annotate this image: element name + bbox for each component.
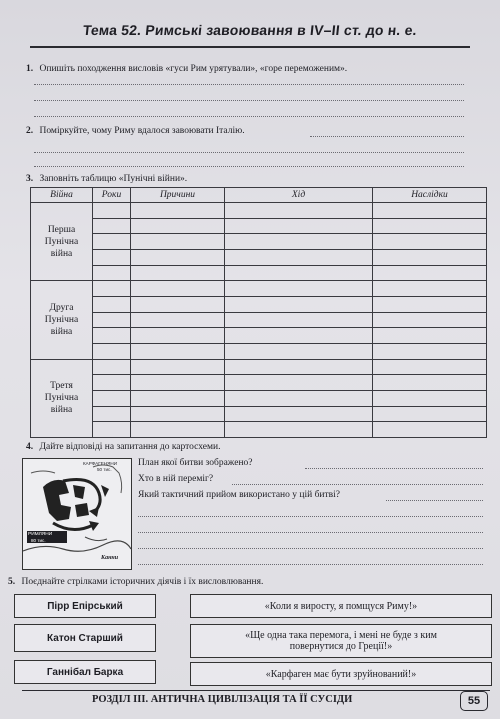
table-cell[interactable] <box>131 312 225 328</box>
table-row <box>31 297 487 313</box>
table-cell[interactable] <box>373 297 487 313</box>
table-cell[interactable] <box>373 328 487 344</box>
table-cell[interactable] <box>93 265 131 281</box>
table-cell[interactable] <box>225 250 373 266</box>
war-name-line: Друга <box>49 302 74 313</box>
table-cell[interactable] <box>225 297 373 313</box>
table-cell[interactable] <box>93 250 131 266</box>
map-label-romans: РИМЛЯНИ <box>28 532 53 537</box>
table-cell[interactable] <box>131 375 225 391</box>
war-name-cell <box>31 359 93 437</box>
table-row <box>31 218 487 234</box>
task-number: 5. <box>8 577 16 587</box>
quote-box-1[interactable]: «Коли я виросту, я помщуся Риму!» <box>190 594 492 618</box>
table-cell[interactable] <box>131 406 225 422</box>
map-label-carthaginians: КАРФАГЕНЯНИ <box>83 461 118 466</box>
topic-title: Тема 52. Римські завоювання в IV–II ст. до н. е. <box>82 22 418 38</box>
map-label-romans-count: 80 тис. <box>31 538 46 543</box>
question-2: Хто в ній переміг? <box>138 474 214 484</box>
task-text: Опишіть походження висловів «гуси Рим урятували», «горе переможеним». <box>39 64 348 74</box>
answer-line[interactable] <box>138 532 483 533</box>
answer-line[interactable] <box>34 152 464 153</box>
table-cell[interactable] <box>131 234 225 250</box>
war-name-line: Пунічна <box>44 393 79 404</box>
table-cell[interactable] <box>225 422 373 438</box>
table-cell[interactable] <box>225 390 373 406</box>
table-cell[interactable] <box>93 203 131 219</box>
table-cell[interactable] <box>93 406 131 422</box>
table-cell[interactable] <box>93 281 131 297</box>
question-3: Який тактичний прийом використано у цій битві? <box>138 490 340 500</box>
table-cell[interactable] <box>373 203 487 219</box>
table-cell[interactable] <box>225 281 373 297</box>
table-cell[interactable] <box>373 390 487 406</box>
table-row <box>31 312 487 328</box>
table-cell[interactable] <box>131 281 225 297</box>
table-cell[interactable] <box>373 406 487 422</box>
header-causes: Причини <box>131 188 225 203</box>
battle-map <box>22 458 132 570</box>
header-course: Хід <box>225 188 373 203</box>
table-cell[interactable] <box>131 328 225 344</box>
table-cell[interactable] <box>93 234 131 250</box>
page-footer <box>22 690 490 711</box>
figure-box-cato[interactable]: Катон Старший <box>14 624 156 652</box>
figure-box-pyrrhus[interactable]: Пірр Епірський <box>14 594 156 618</box>
table-cell[interactable] <box>225 406 373 422</box>
table-row <box>31 234 487 250</box>
table-row <box>31 265 487 281</box>
answer-line[interactable] <box>386 500 483 501</box>
task-text: Дайте відповіді на запитання до картосхеми. <box>39 442 221 452</box>
table-cell[interactable] <box>93 422 131 438</box>
task-number: 3. <box>26 174 34 184</box>
page-number: 55 <box>460 691 488 711</box>
task-number: 2. <box>26 126 34 136</box>
task-text: Поєднайте стрілками історичних діячів і їх висловлювання. <box>21 577 264 587</box>
war-name-line: Пунічна <box>44 314 79 325</box>
answer-line[interactable] <box>34 100 464 101</box>
war-name-line: війна <box>50 405 73 416</box>
table-row <box>31 390 487 406</box>
table-cell[interactable] <box>225 343 373 359</box>
table-row <box>31 203 487 219</box>
table-cell[interactable] <box>373 281 487 297</box>
war-name-line: Пунічна <box>44 236 79 247</box>
table-cell[interactable] <box>225 265 373 281</box>
header-results: Наслідки <box>373 188 487 203</box>
table-cell[interactable] <box>131 297 225 313</box>
table-cell[interactable] <box>373 218 487 234</box>
table-cell[interactable] <box>373 312 487 328</box>
answer-line[interactable] <box>138 516 483 517</box>
table-cell[interactable] <box>93 343 131 359</box>
table-cell[interactable] <box>131 265 225 281</box>
table-cell[interactable] <box>131 422 225 438</box>
table-cell[interactable] <box>373 234 487 250</box>
war-name-line: Перша <box>47 224 76 235</box>
table-row <box>31 343 487 359</box>
table-row <box>31 328 487 344</box>
table-cell[interactable] <box>93 359 131 375</box>
task-5 <box>8 577 263 587</box>
table-cell[interactable] <box>225 234 373 250</box>
task-number: 1. <box>26 64 34 74</box>
task-2 <box>26 126 245 136</box>
table-cell[interactable] <box>131 218 225 234</box>
topic-header <box>30 22 470 48</box>
table-cell[interactable] <box>93 218 131 234</box>
table-cell[interactable] <box>373 422 487 438</box>
map-label-cannae: Канни <box>101 555 119 561</box>
table-cell[interactable] <box>131 343 225 359</box>
task-text: Заповніть таблицю «Пунічні війни». <box>39 174 188 184</box>
table-cell[interactable] <box>373 265 487 281</box>
table-cell[interactable] <box>93 312 131 328</box>
answer-line[interactable] <box>138 548 483 549</box>
table-cell[interactable] <box>225 312 373 328</box>
answer-line[interactable] <box>34 84 464 85</box>
task-4 <box>26 442 220 452</box>
task-number: 4. <box>26 442 34 452</box>
battle-map-drawing <box>23 459 131 569</box>
table-cell[interactable] <box>373 359 487 375</box>
answer-line[interactable] <box>34 116 464 117</box>
quote-box-3[interactable]: «Карфаген має бути зруйнований!» <box>190 662 492 686</box>
table-cell[interactable] <box>131 390 225 406</box>
table-row <box>31 406 487 422</box>
punic-wars-table <box>30 187 487 438</box>
header-war: Війна <box>31 188 93 203</box>
table-header-row <box>31 188 487 203</box>
table-cell[interactable] <box>131 203 225 219</box>
war-name-cell <box>31 203 93 281</box>
table-cell[interactable] <box>131 250 225 266</box>
question-1: План якої битви зображено? <box>138 458 253 468</box>
task-text: Поміркуйте, чому Риму вдалося завоювати Італію. <box>39 126 245 136</box>
table-cell[interactable] <box>93 297 131 313</box>
quote-box-2[interactable]: «Ще одна така перемога, і мені не буде з ким повернутися до Греції!» <box>190 624 492 658</box>
task-3 <box>26 174 187 184</box>
table-cell[interactable] <box>225 218 373 234</box>
answer-line[interactable] <box>138 564 483 565</box>
table-cell[interactable] <box>93 375 131 391</box>
table-row <box>31 359 487 375</box>
table-cell[interactable] <box>93 390 131 406</box>
table-cell[interactable] <box>373 375 487 391</box>
table-cell[interactable] <box>373 250 487 266</box>
table-cell[interactable] <box>93 328 131 344</box>
table-cell[interactable] <box>225 359 373 375</box>
war-name-line: Третя <box>50 381 73 392</box>
table-cell[interactable] <box>225 328 373 344</box>
table-cell[interactable] <box>225 375 373 391</box>
map-label-carthaginians-count: 50 тис. <box>97 467 112 472</box>
answer-line[interactable] <box>305 468 483 469</box>
answer-line[interactable] <box>34 166 464 167</box>
table-cell[interactable] <box>373 343 487 359</box>
section-title: РОЗДІЛ ІІІ. АНТИЧНА ЦИВІЛІЗАЦІЯ ТА ЇЇ СУСІДИ <box>92 694 353 705</box>
table-row <box>31 281 487 297</box>
war-name-cell <box>31 281 93 359</box>
war-name-line: війна <box>50 326 73 337</box>
table-cell[interactable] <box>131 359 225 375</box>
answer-line[interactable] <box>310 136 464 137</box>
war-name-line: війна <box>50 248 73 259</box>
task-1 <box>26 64 347 74</box>
table-row <box>31 422 487 438</box>
table-cell[interactable] <box>225 203 373 219</box>
table-row <box>31 250 487 266</box>
answer-line[interactable] <box>232 484 483 485</box>
table-row <box>31 375 487 391</box>
header-years: Роки <box>93 188 131 203</box>
figure-box-hannibal[interactable]: Ганнібал Барка <box>14 660 156 684</box>
